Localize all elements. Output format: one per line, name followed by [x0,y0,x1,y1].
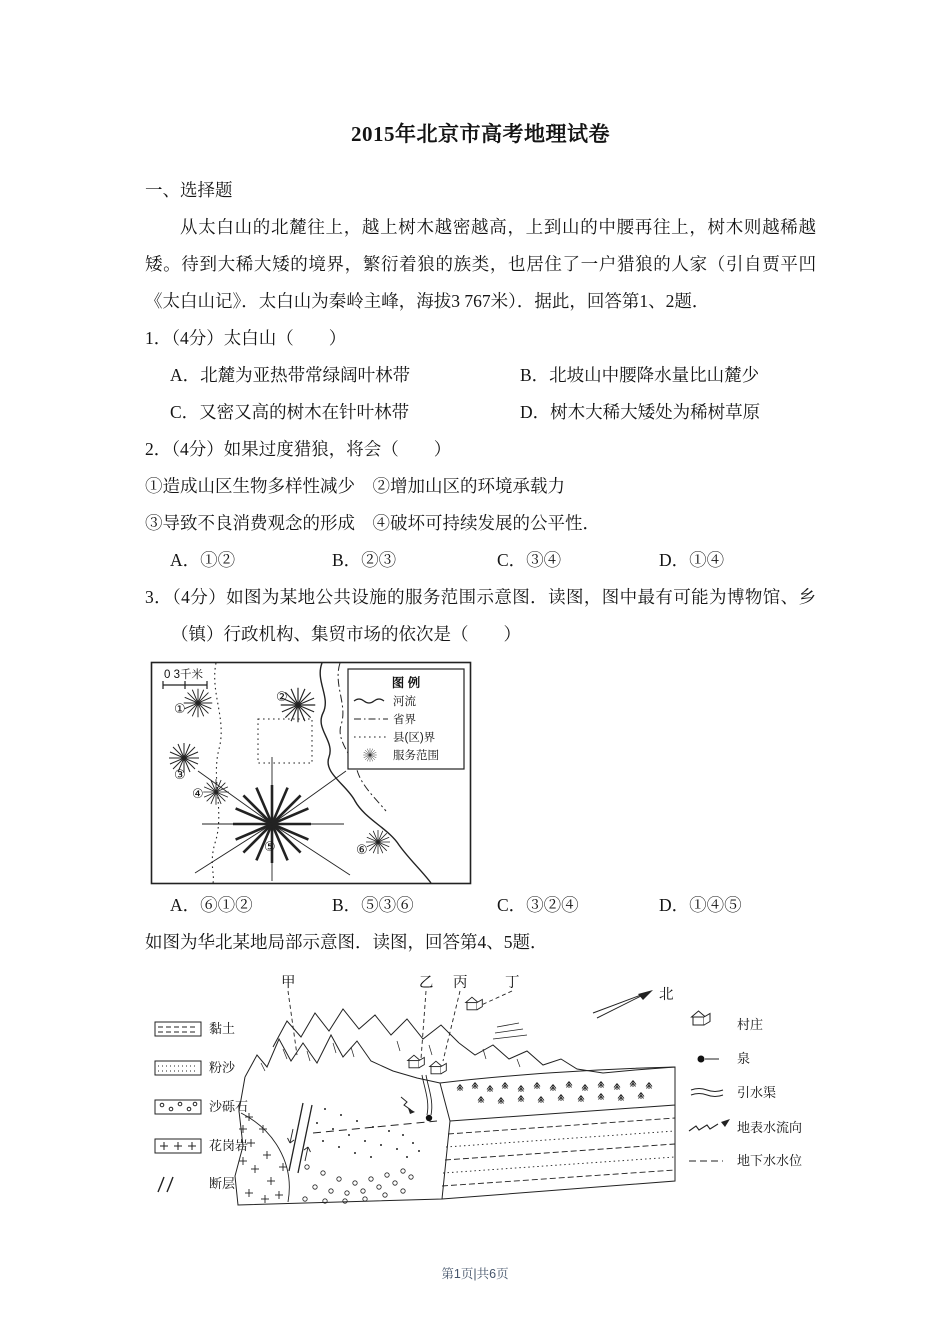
map-scale-bar [163,681,207,689]
legend-gravel-label: 沙砾石 [209,1099,249,1114]
legend-label-range: 服务范围 [393,750,439,762]
terrain-drawing [235,997,675,1205]
left-legend-labels [209,1021,248,1191]
q1-option-a: A．北麓为亚热带常绿阔叶林带 [170,365,411,385]
slope-hatching [261,1041,520,1071]
legend-label-river: 河流 [393,696,416,708]
village-house-1 [408,1055,425,1068]
q2-statements-1: ①造成山区生物多样性减少 ②增加山区的环境承载力 [145,476,565,496]
north-arrow [593,990,653,1018]
label-bing: 丙 [453,975,468,991]
right-legend-labels [737,1017,802,1168]
marker-4: ④ [192,786,204,801]
mountain-ridge-3 [459,1043,675,1073]
marker-3: ③ [174,767,186,782]
block-outline [235,1077,675,1205]
marker-2: ② [276,689,288,704]
service-range-map [150,661,472,885]
q2-statements-2: ③导致不良消费观念的形成 ④破坏可持续发展的公平性． [145,513,600,533]
page-footer: 第1页|共6页 [441,1267,509,1281]
spring-icon [698,1056,705,1063]
q2-choice-c: C．③④ [497,550,562,570]
legend-silt-label: 粉沙 [209,1060,236,1075]
terrace-lines [493,1023,527,1039]
legend-fault-label: 断层 [209,1176,236,1191]
tree-row [457,1081,652,1105]
legend-surface-flow-label: 地表水流向 [737,1120,803,1135]
terrain-block-diagram [145,971,825,1219]
strata-layers [442,1118,675,1186]
village-house-2 [430,1061,447,1074]
right-legend-symbols [689,1011,730,1161]
marker-1: ① [174,701,186,716]
village-icon [692,1011,711,1025]
map-legend-title: 图 例 [391,676,421,690]
mountain-ridge-2 [273,1009,459,1047]
north-label: 北 [659,987,674,1003]
q1-option-d: D．树木大稀大矮处为稀树草原 [520,402,761,422]
legend-channel-label: 引水渠 [737,1085,777,1100]
marker-5: ⑤ [264,839,276,854]
spring-dot [426,1115,432,1121]
q1-stem: 1．（4分）太白山（ ） [145,328,347,348]
q2-choice-a: A．①② [170,550,236,570]
q3-choices [145,887,816,924]
legend-label-province: 省界 [393,714,416,726]
figure-service-range [150,661,816,885]
q2-choices [145,542,816,579]
legend-granite-label: 花岗岩 [209,1138,249,1153]
surface-flow-arrow [401,1097,415,1114]
gravel-circles [303,1165,413,1203]
label-jia: 甲 [281,975,296,991]
legend-label-county: 县(区)界 [393,732,436,744]
granite-region [239,1113,287,1203]
water-table-line [313,1121,437,1133]
granite-boundary [241,1113,289,1202]
legend-village-label: 村庄 [737,1017,764,1032]
q2-choice-d: D．①④ [659,550,725,570]
q3-choice-d: D．①④⑤ [659,895,742,915]
intro-paragraph: 从太白山的北麓往上，越上树木越密越高，上到山的中腰再往上，树木则越稀越矮。待到大稀大矮的境界，繁衍着狼的族类，也居住了一户猎狼的人家（引自贾平凹《太白山记》．太白山为秦岭主峰，海拔3 767米）．据此，回答第1、2题． [145,217,816,311]
fault-lines [288,1103,313,1173]
silt-dots [316,1108,420,1158]
county-border-square [258,719,312,763]
legend-spring-label: 泉 [737,1051,751,1066]
label-yi: 乙 [419,975,434,991]
q3-choice-c: C．③②④ [497,895,579,915]
county-border-line [212,663,221,883]
legend-range-symbol [363,748,377,762]
q3-stem: 3．（4分）如图为某地公共设施的服务范围示意图．读图，图中最有可能为博物馆、乡（镇）行政机构、集贸市场的依次是（ ） [145,587,816,644]
q3-choice-b: B．⑤③⑥ [332,895,414,915]
legend-water-table-label: 地下水水位 [737,1153,803,1168]
q3-choice-a: A．⑥①② [170,895,253,915]
hilltop-house [466,997,483,1010]
marker-6: ⑥ [356,842,368,857]
label-ding: 丁 [505,975,520,991]
q1-options [145,357,816,431]
q1-option-c: C．又密又高的树木在针叶林带 [170,402,410,422]
channel-icon [691,1089,723,1092]
q45-intro: 如图为华北某地局部示意图．读图，回答第4、5题． [145,932,548,952]
legend-clay-label: 黏土 [209,1021,236,1036]
q1-option-b: B．北坡山中腰降水量比山麓少 [520,365,760,385]
q2-stem: 2．（4分）如果过度猎狼，将会（ ） [145,439,452,459]
page-title: 2015年北京市高考地理试卷 [351,122,610,146]
surface-flow-icon [689,1124,718,1131]
section-heading: 一、选择题 [145,180,233,200]
section-point-labels [281,974,520,991]
figure-terrain-diagram [145,971,816,1219]
map-scale-label: 0 3千米 [164,669,203,681]
left-legend-symbols [155,1022,201,1192]
q2-choice-b: B．②③ [332,550,397,570]
